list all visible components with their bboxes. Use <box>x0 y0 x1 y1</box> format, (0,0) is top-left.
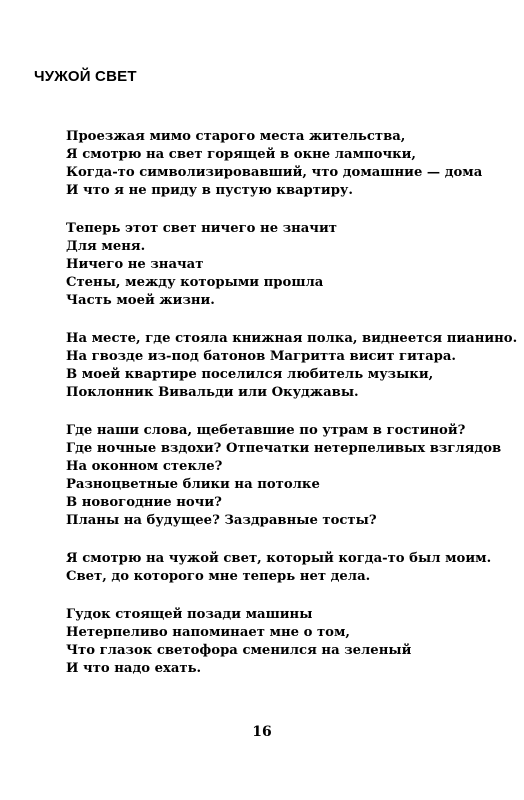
poem-line: В моей квартире поселился любитель музыки, <box>66 367 434 382</box>
poem-line: Что глазок светофора сменился на зеленый <box>66 643 412 658</box>
stanza-2 <box>66 220 506 310</box>
poem-line: Где ночные вздохи? Отпечатки нетерпеливых взглядов <box>66 441 502 456</box>
poem-line: Планы на будущее? Заздравные тосты? <box>66 513 377 528</box>
poem-line: Часть моей жизни. <box>66 293 215 308</box>
poem-line: Я смотрю на чужой свет, который когда-то был моим. <box>66 551 492 566</box>
stanza-3 <box>66 330 518 402</box>
poem-line: Поклонник Вивальди или Окуджавы. <box>66 385 359 400</box>
poem-line: Я смотрю на свет горящей в окне лампочки, <box>66 147 417 162</box>
poem-line: В новогодние ночи? <box>66 495 222 510</box>
stanza-6 <box>66 606 506 678</box>
stanza-4 <box>66 422 506 530</box>
poem-line: На гвозде из-под батонов Магритта висит гитара. <box>66 349 456 364</box>
poem-line: Гудок стоящей позади машины <box>66 607 313 622</box>
poem-line: Свет, до которого мне теперь нет дела. <box>66 569 371 584</box>
poem-body <box>66 128 518 698</box>
poem-line: Для меня. <box>66 239 146 254</box>
poem-line: Нетерпеливо напоминает мне о том, <box>66 625 351 640</box>
poem-line: И что надо ехать. <box>66 661 202 676</box>
poem-line: Ничего не значат <box>66 257 204 272</box>
poem-line: Когда-то символизировавший, что домашние — дома <box>66 165 483 180</box>
poem-line: На оконном стекле? <box>66 459 223 474</box>
poem-line: И что я не приду в пустую квартиру. <box>66 183 353 198</box>
poem-line: Проезжая мимо старого места жительства, <box>66 129 406 144</box>
stanza-1 <box>66 128 506 200</box>
poem-title: ЧУЖОЙ СВЕТ <box>34 68 137 85</box>
poem-line: Разноцветные блики на потолке <box>66 477 320 492</box>
poem-line: Стены, между которыми прошла <box>66 275 324 290</box>
poem-line: Где наши слова, щебетавшие по утрам в гостиной? <box>66 423 466 438</box>
page-number: 16 <box>252 724 272 740</box>
poem-line: На месте, где стояла книжная полка, виднеется пианино. <box>66 331 518 346</box>
poem-line: Теперь этот свет ничего не значит <box>66 221 337 236</box>
stanza-5 <box>66 550 506 586</box>
